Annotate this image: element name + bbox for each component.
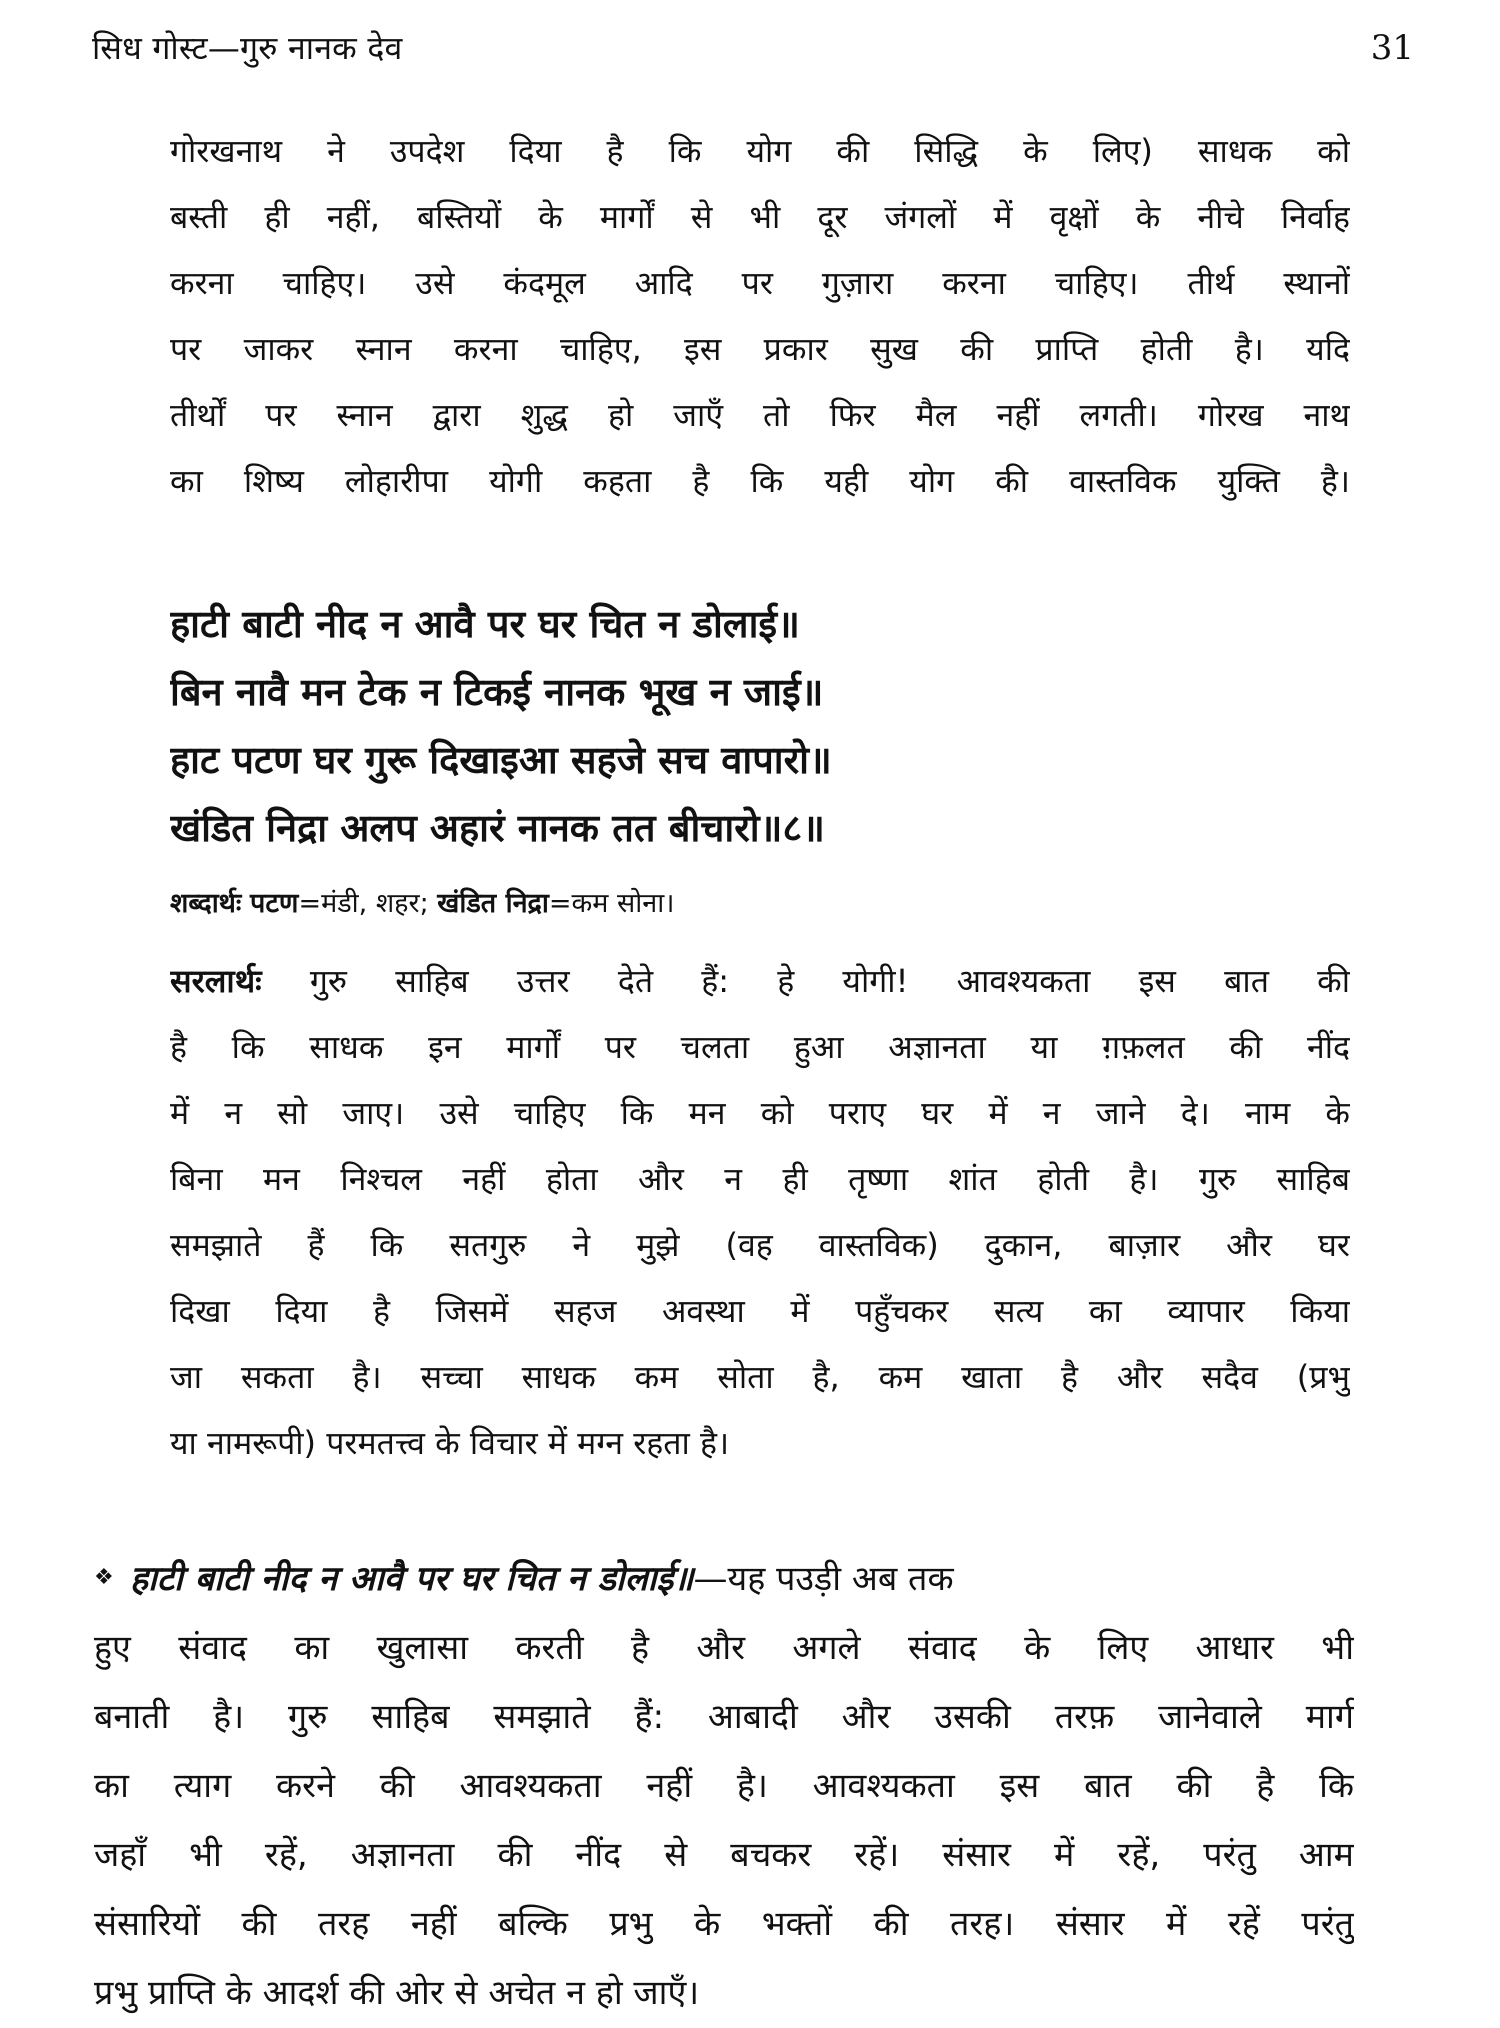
verse-block [170, 590, 1170, 862]
glossary-term: खंडित निद्रा [437, 888, 549, 919]
verse-line: खंडित निद्रा अलप अहारं नानक तत बीचारो॥८॥ [170, 806, 825, 850]
commentary-quote: हाटी बाटी नीद न आवै पर घर चित न डोलाई॥ [130, 1559, 694, 1599]
commentary-first-line [94, 1545, 1354, 1614]
verse-line: हाटी बाटी नीद न आवै पर घर चित न डोलाई॥ [170, 602, 800, 646]
running-header [92, 26, 1414, 70]
commentary-last-line: प्रभु प्राप्ति के आदर्श की ओर से अचेत न हो जाएँ। [94, 1973, 700, 2013]
intro-line: करना चाहिए। उसे कंदमूल आदि पर गुज़ारा करना चाहिए। तीर्थ स्थानों [170, 264, 1350, 302]
glossary-term: पटण [249, 888, 299, 919]
commentary-line: का त्याग करने की आवश्यकता नहीं है। आवश्यकता इस बात की है कि [94, 1766, 1354, 1806]
intro-line: पर जाकर स्नान करना चाहिए, इस प्रकार सुख की प्राप्ति होती है। यदि [170, 330, 1350, 368]
glossary-definition: =कम सोना। [548, 888, 675, 919]
meaning-paragraph [170, 948, 1350, 1476]
glossary-line [170, 880, 1350, 928]
intro-paragraph [170, 118, 1350, 514]
intro-line: बस्ती ही नहीं, बस्तियों के मार्गों से भी दूर जंगलों में वृक्षों के नीचे निर्वाह [170, 198, 1350, 236]
diamond-bullet-icon: ❖ [94, 1565, 114, 1590]
commentary-text: —यह पउड़ी अब तक [693, 1559, 954, 1599]
meaning-line: बिना मन निश्चल नहीं होता और न ही तृष्णा शांत होती है। गुरु साहिब [170, 1160, 1350, 1198]
verse-line: बिन नावै मन टेक न टिकई नानक भूख न जाई॥ [170, 670, 824, 714]
meaning-line: में न सो जाए। उसे चाहिए कि मन को पराए घर में न जाने दे। नाम के [170, 1094, 1350, 1132]
meaning-first-line [170, 948, 1350, 1014]
commentary-line: हुए संवाद का खुलासा करती है और अगले संवाद के लिए आधार भी [94, 1628, 1354, 1668]
page-number: 31 [1370, 28, 1414, 68]
meaning-label: सरलार्थः [170, 962, 262, 1000]
chapter-title: सिध गोस्ट—गुरु नानक देव [92, 29, 403, 67]
meaning-line: जा सकता है। सच्चा साधक कम सोता है, कम खाता है और सदैव (प्रभु [170, 1358, 1350, 1396]
intro-line: का शिष्य लोहारीपा योगी कहता है कि यही योग की वास्तविक युक्ति है। [170, 462, 1350, 500]
glossary-definition: =मंडी, शहर; [298, 888, 429, 919]
commentary-paragraph [94, 1545, 1354, 2028]
meaning-line: दिखा दिया है जिसमें सहज अवस्था में पहुँचकर सत्य का व्यापार किया [170, 1292, 1350, 1330]
glossary-label: शब्दार्थः [170, 888, 242, 919]
meaning-last-line: या नामरूपी) परमतत्त्व के विचार में मग्न रहता है। [170, 1424, 730, 1462]
meaning-text: गुरु साहिब उत्तर देते हैं: हे योगी! आवश्यकता इस बात की [309, 962, 1350, 1000]
meaning-line: समझाते हैं कि सतगुरु ने मुझे (वह वास्तविक) दुकान, बाज़ार और घर [170, 1226, 1350, 1264]
meaning-line: है कि साधक इन मार्गों पर चलता हुआ अज्ञानता या ग़फ़लत की नींद [170, 1028, 1350, 1066]
intro-line: तीर्थों पर स्नान द्वारा शुद्ध हो जाएँ तो फिर मैल नहीं लगती। गोरख नाथ [170, 396, 1350, 434]
intro-line: गोरखनाथ ने उपदेश दिया है कि योग की सिद्धि के लिए) साधक को [170, 132, 1350, 170]
verse-line: हाट पटण घर गुरू दिखाइआ सहजे सच वापारो॥ [170, 738, 832, 782]
commentary-line: जहाँ भी रहें, अज्ञानता की नींद से बचकर रहें। संसार में रहें, परंतु आम [94, 1835, 1354, 1875]
commentary-line: संसारियों की तरह नहीं बल्कि प्रभु के भक्तों की तरह। संसार में रहें परंतु [94, 1904, 1354, 1944]
commentary-line: बनाती है। गुरु साहिब समझाते हैं: आबादी और उसकी तरफ़ जानेवाले मार्ग [94, 1697, 1354, 1737]
